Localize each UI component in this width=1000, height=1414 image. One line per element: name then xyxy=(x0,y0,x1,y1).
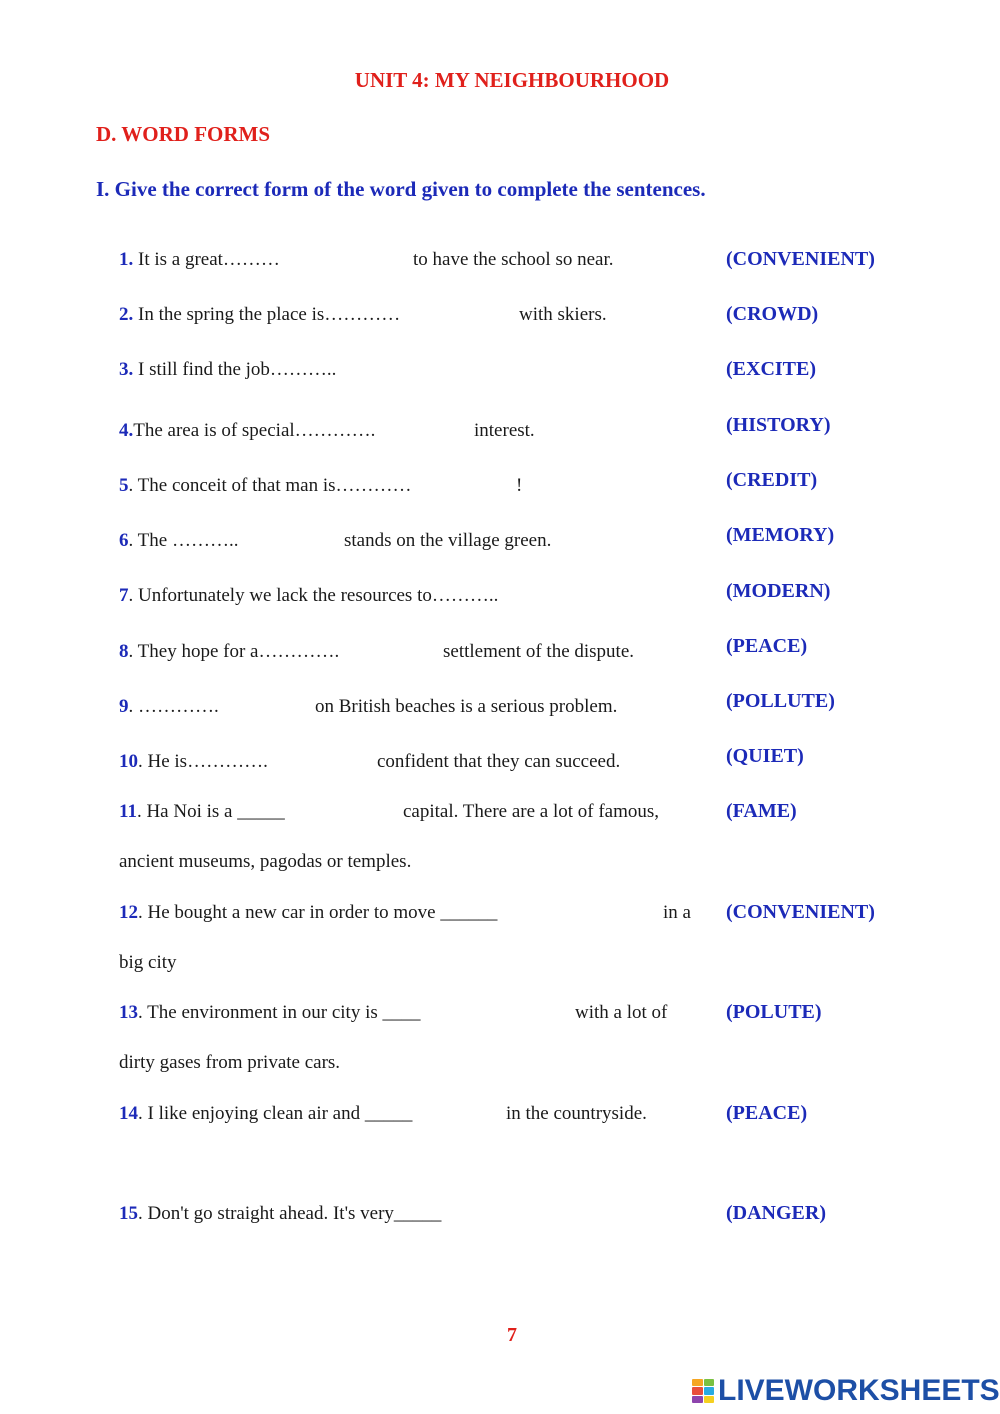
question-text: In the spring the place is………… xyxy=(133,304,401,325)
question-text-continued: settlement of the dispute. xyxy=(443,641,635,662)
question-text-continued: interest. xyxy=(474,420,535,441)
liveworksheets-logo-icon xyxy=(692,1379,714,1403)
question-number: 13 xyxy=(119,1002,138,1023)
question-text-continued: on British beaches is a serious problem. xyxy=(315,696,618,717)
question-text: . The ……….. xyxy=(128,530,239,551)
question-text-continued: to have the school so near. xyxy=(413,249,614,270)
question-text: . He is…………. xyxy=(138,751,268,772)
word-hint: (PEACE) xyxy=(726,1102,808,1124)
question-text: . Ha Noi is a _____ xyxy=(136,801,285,822)
question-9 xyxy=(119,696,219,718)
word-hint: (CROWD) xyxy=(726,303,819,325)
question-number: 5 xyxy=(119,475,129,496)
question-text: . Don't go straight ahead. It's very_____ xyxy=(138,1203,442,1224)
question-7 xyxy=(119,585,498,607)
question-text: . They hope for a…………. xyxy=(128,641,340,662)
question-number: 6 xyxy=(119,530,129,551)
question-text-continued: capital. There are a lot of famous, xyxy=(403,801,660,822)
brand-name: LIVEWORKSHEETS xyxy=(718,1374,1000,1407)
word-hint: (CONVENIENT) xyxy=(726,248,875,270)
question-12 xyxy=(119,902,497,924)
question-number: 11 xyxy=(119,801,137,822)
word-hint: (CREDIT) xyxy=(726,469,818,491)
question-text: . …………. xyxy=(128,696,219,717)
word-hint: (FAME) xyxy=(726,800,797,822)
question-11 xyxy=(119,801,285,823)
word-hint: (HISTORY) xyxy=(726,414,831,436)
question-text-continued: confident that they can succeed. xyxy=(377,751,621,772)
question-text: . I like enjoying clean air and _____ xyxy=(138,1103,413,1124)
question-5 xyxy=(119,475,412,497)
word-hint: (PEACE) xyxy=(726,635,808,657)
question-10 xyxy=(119,751,268,773)
question-text-line-2: ancient museums, pagodas or temples. xyxy=(119,851,412,872)
question-text-continued: stands on the village green. xyxy=(344,530,552,551)
question-text: . He bought a new car in order to move ______ xyxy=(138,902,498,923)
question-number: 10 xyxy=(119,751,138,772)
question-number: 14 xyxy=(119,1103,138,1124)
question-text-continued: in the countryside. xyxy=(506,1103,647,1124)
question-4 xyxy=(119,420,375,442)
question-text-line-2: big city xyxy=(119,952,177,973)
liveworksheets-brand[interactable] xyxy=(692,1374,1000,1408)
question-14 xyxy=(119,1103,412,1125)
question-15 xyxy=(119,1203,441,1225)
question-3 xyxy=(119,359,336,381)
word-hint: (POLUTE) xyxy=(726,1001,822,1023)
word-hint: (DANGER) xyxy=(726,1202,826,1224)
question-text: . The environment in our city is ____ xyxy=(138,1002,421,1023)
question-number: 9 xyxy=(119,696,129,717)
question-text-continued: with a lot of xyxy=(575,1002,668,1023)
question-2 xyxy=(119,304,400,326)
question-text-continued: with skiers. xyxy=(519,304,607,325)
question-6 xyxy=(119,530,238,552)
question-text-continued: ! xyxy=(516,475,523,496)
question-text-line-2: dirty gases from private cars. xyxy=(119,1052,341,1073)
question-text: . Unfortunately we lack the resources to……….. xyxy=(128,585,499,606)
question-1 xyxy=(119,249,280,271)
word-hint: (EXCITE) xyxy=(726,358,817,380)
question-8 xyxy=(119,641,339,663)
question-number: 2. xyxy=(119,304,134,325)
word-hint: (MODERN) xyxy=(726,580,831,602)
question-number: 15 xyxy=(119,1203,138,1224)
section-title: D. WORD FORMS xyxy=(96,122,271,146)
question-text: The area is of special…………. xyxy=(133,420,376,441)
question-text: It is a great……… xyxy=(133,249,280,270)
word-hint: (POLLUTE) xyxy=(726,690,835,712)
question-number: 3. xyxy=(119,359,134,380)
question-number: 4. xyxy=(119,420,134,441)
page-number: 7 xyxy=(507,1324,517,1346)
unit-title: UNIT 4: MY NEIGHBOURHOOD xyxy=(354,68,670,92)
question-number: 1. xyxy=(119,249,134,270)
word-hint: (MEMORY) xyxy=(726,524,835,546)
word-hint: (QUIET) xyxy=(726,745,804,767)
question-number: 7 xyxy=(119,585,129,606)
instruction: I. Give the correct form of the word given to complete the sentences. xyxy=(96,177,706,201)
question-number: 8 xyxy=(119,641,129,662)
question-text: I still find the job……….. xyxy=(133,359,337,380)
question-number: 12 xyxy=(119,902,138,923)
question-13 xyxy=(119,1002,421,1024)
word-hint: (CONVENIENT) xyxy=(726,901,875,923)
question-text: . The conceit of that man is………… xyxy=(128,475,412,496)
question-text-continued: in a xyxy=(663,902,691,923)
